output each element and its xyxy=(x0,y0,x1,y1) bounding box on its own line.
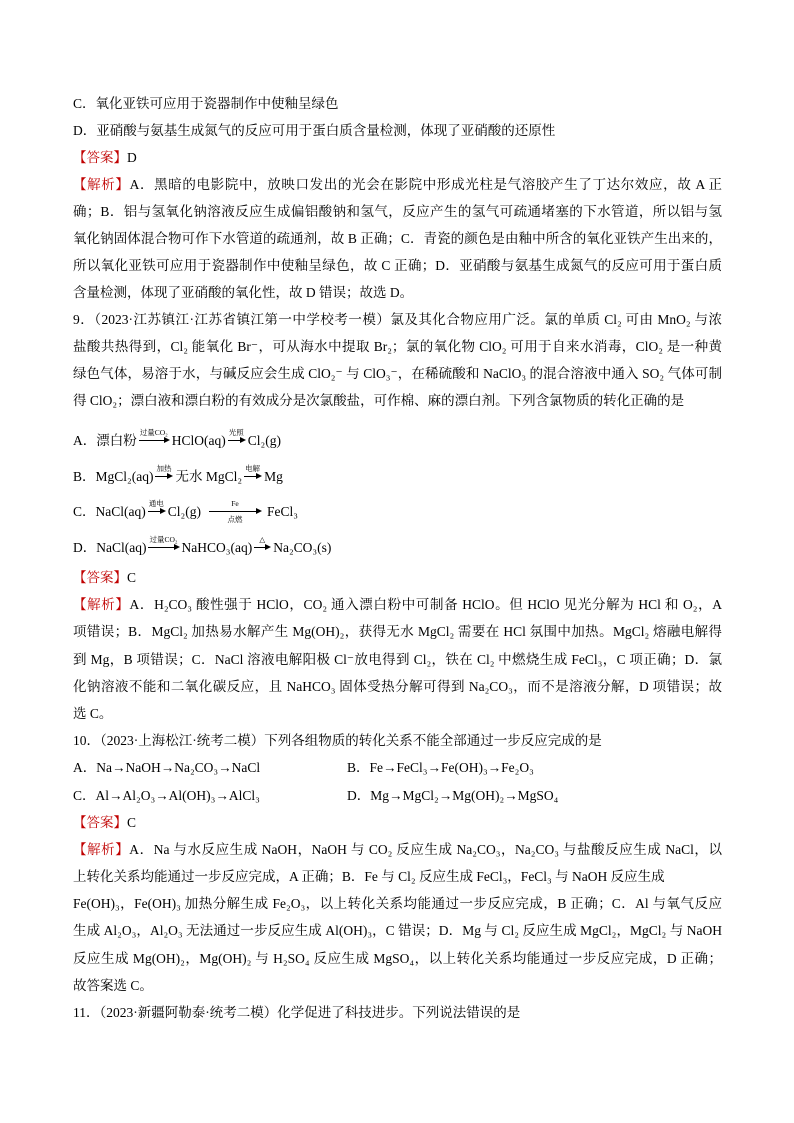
answer-tag: 【答案】 xyxy=(73,814,127,830)
analysis-text: A．Na 与水反应生成 NaOH，NaOH 与 CO₂ 反应生成 Na₂CO₃，Na₂CO₃ 与盐酸反应生成 NaCl，以 xyxy=(129,841,722,857)
reaction-arrow xyxy=(228,428,245,453)
reaction-condition-above: 电解 xyxy=(245,463,261,473)
option-label: D． xyxy=(73,539,97,555)
reaction-arrow xyxy=(209,499,261,524)
reaction-condition-below xyxy=(148,515,165,524)
arrow-icon xyxy=(139,440,164,441)
analysis-tag: 【解析】 xyxy=(73,597,130,613)
reaction-condition-below xyxy=(254,551,270,560)
analysis-line: 项错误；B．MgCl₂ 加热易水解产生 Mg(OH)₂，获得无水 MgCl₂ 需要在 HCl 氛围中加热。MgCl₂ 熔融电解得 xyxy=(73,624,722,640)
option-label: C． xyxy=(73,504,96,520)
option-d: D．Mg→MgCl₂→Mg(OH)₂→MgSO₄ xyxy=(347,787,559,803)
option-line: D．亚硝酸与氨基生成氮气的反应可用于蛋白质含量检测，体现了亚硝酸的还原性 xyxy=(73,123,556,138)
arrow-icon xyxy=(244,476,256,477)
answer-value: D xyxy=(127,150,137,165)
species-text: 漂白粉 xyxy=(96,433,137,449)
option-row-a xyxy=(73,422,722,458)
answer-value: C xyxy=(127,814,137,830)
analysis-line: 到 Mg，B 项错误；C．NaCl 溶液电解阳极 Cl⁻放电得到 Cl₂，铁在 Cl₂ 中燃烧生成 FeCl₃，C 项正确；D．氯 xyxy=(73,651,722,667)
analysis-line: 化钠溶液不能和二氧化碳反应，且 NaHCO₃ 固体受热分解可得到 Na₂CO₃，而不是溶液分解，D 项错误；故 xyxy=(73,678,722,694)
reaction-condition-above: 加热 xyxy=(156,463,172,473)
question-stem-line: 盐酸共热得到，Cl₂ 能氧化 Br⁻，可从海水中提取 Br₂；氯的氧化物 ClO₂ 可用于自来水消毒，ClO₂ 是一种黄 xyxy=(73,339,722,354)
reaction-condition-above: 过量CO₂ xyxy=(149,534,178,544)
option-b: B．Fe→FeCl₃→Fe(OH)₃→Fe₂O₃ xyxy=(347,760,534,776)
reaction-options xyxy=(73,422,722,564)
arrow-icon xyxy=(148,547,173,548)
species-text: 无水 MgCl₂ xyxy=(175,468,243,484)
analysis-line: Fe(OH)₃，Fe(OH)₃ 加热分解生成 Fe₂O₃，以上转化关系均能通过一步反应完成，B 正确；C．Al 与氧气反应 xyxy=(73,896,722,912)
answer-tag: 【答案】 xyxy=(73,570,127,585)
question-10 xyxy=(73,727,722,999)
species-text: NaHCO₃(aq) xyxy=(181,539,253,555)
analysis-line: 氧化钠固体混合物可作下水管道的疏通剂，故 B 正确；C．青瓷的颜色是由釉中所含的氧化亚铁产生出来的， xyxy=(73,231,722,246)
analysis-line: 选 C。 xyxy=(73,705,113,721)
species-text: MgCl₂(aq) xyxy=(95,468,154,484)
analysis-line xyxy=(73,591,722,618)
species-text: HClO(aq) xyxy=(171,433,226,449)
analysis-line: 上转化关系均能通过一步反应完成，A 正确；B．Fe 与 Cl₂ 反应生成 FeCl₃，FeCl₃ 与 NaOH 反应生成 xyxy=(73,869,665,885)
question-stem-line: 9．（2023·江苏镇江·江苏省镇江第一中学校考一模）氯及其化合物应用广泛。氯的单质 Cl₂ 可由 MnO₂ 与浓 xyxy=(73,312,722,327)
analysis-line: 故答案选 C。 xyxy=(73,977,153,993)
analysis-tag: 【解析】 xyxy=(73,841,130,857)
answer-value: C xyxy=(127,570,137,585)
reaction-arrow xyxy=(139,428,169,453)
arrow-icon xyxy=(155,476,167,477)
option-row-b xyxy=(73,458,722,494)
species-text: Mg xyxy=(264,468,283,484)
reaction-condition-above: △ xyxy=(259,534,266,544)
answer-line xyxy=(73,564,722,591)
arrow-icon xyxy=(228,440,240,441)
reaction-condition-below xyxy=(148,551,178,560)
reaction-condition-below xyxy=(244,480,261,489)
option-line: C．氧化亚铁可应用于瓷器制作中使釉呈绿色 xyxy=(73,96,339,111)
species-text: FeCl₃ xyxy=(266,504,298,520)
option-c: C．Al→Al₂O₃→Al(OH)₃→AlCl₃ xyxy=(73,787,260,803)
question-11 xyxy=(73,999,722,1026)
analysis-line: 所以氧化亚铁可应用于瓷器制作中使釉呈绿色，故 C 正确；D．亚硝酸与氨基生成氮气的反应可用于蛋白质 xyxy=(73,258,722,273)
analysis-tag: 【解析】 xyxy=(73,177,130,192)
option-row-c xyxy=(73,493,722,529)
analysis-line: 反应生成 Mg(OH)₂，Mg(OH)₂ 与 H₂SO₄ 反应生成 MgSO₄，以上转化关系均能通过一步反应完成，D 正确； xyxy=(73,950,722,966)
option-label: A． xyxy=(73,433,97,449)
species-text: NaCl(aq) xyxy=(95,504,146,520)
question-stem-line: 11．（2023·新疆阿勒泰·统考二模）化学促进了科技进步。下列说法错误的是 xyxy=(73,1005,521,1020)
page-content xyxy=(73,90,722,1026)
reaction-condition-above: 光照 xyxy=(228,428,244,438)
analysis-text: A．H₂CO₃ 酸性强于 HClO，CO₂ 通入漂白粉中可制备 HClO。但 HClO 见光分解为 HCl 和 O₂，A xyxy=(129,597,722,613)
species-text: Cl₂(g) xyxy=(247,433,281,449)
reaction-condition-above: Fe xyxy=(231,499,239,509)
analysis-line: 含量检测，体现了亚硝酸的氧化性，故 D 错误；故选 D。 xyxy=(73,285,414,300)
option-a: A．Na→NaOH→Na₂CO₃→NaCl xyxy=(73,760,261,776)
question-9-solution xyxy=(73,564,722,727)
analysis-line: 确；B．铝与氢氧化钠溶液反应生成偏铝酸钠和氢气，反应产生的氢气可疏通堵塞的下水管道，所以铝与氢 xyxy=(73,204,722,219)
question-stem-line: 得 ClO₂；漂白液和漂白粉的有效成分是次氯酸盐，可作棉、麻的漂白剂。下列含氯物质的转化正确的是 xyxy=(73,393,685,408)
option-row-d xyxy=(73,529,722,565)
option-label: B． xyxy=(73,468,96,484)
reaction-condition-below xyxy=(155,480,172,489)
reaction-arrow xyxy=(148,535,178,560)
reaction-condition-below xyxy=(139,444,169,453)
analysis-line xyxy=(73,171,722,198)
answer-line xyxy=(73,809,722,836)
question-9 xyxy=(73,306,722,564)
species-text: NaCl(aq) xyxy=(96,539,147,555)
arrow-icon xyxy=(209,511,256,512)
arrow-icon xyxy=(148,511,160,512)
reaction-arrow xyxy=(148,499,165,524)
reaction-condition-above: 通电 xyxy=(148,499,164,509)
reaction-condition-above: 过量CO₂ xyxy=(139,428,168,438)
reaction-arrow xyxy=(254,535,270,560)
reaction-condition-below xyxy=(228,444,245,453)
option-grid xyxy=(73,754,722,808)
species-text: Na₂CO₃(s) xyxy=(273,539,332,555)
reaction-arrow xyxy=(155,464,172,489)
answer-tag: 【答案】 xyxy=(73,150,127,165)
species-text: Cl₂(g) xyxy=(167,504,201,520)
arrow-icon xyxy=(254,547,265,548)
reaction-arrow xyxy=(244,464,261,489)
reaction-condition-below: 点燃 xyxy=(227,515,243,525)
question-stem-line: 绿色气体，易溶于水，与碱反应会生成 ClO₂⁻ 与 ClO₃⁻，在稀硫酸和 NaClO₃ 的混合溶液中通入 SO₂ 气体可制 xyxy=(73,366,722,381)
question-stem-line: 10．（2023·上海松江·统考二模）下列各组物质的转化关系不能全部通过一步反应完成的是 xyxy=(73,733,602,749)
analysis-line: 生成 Al₂O₃，Al₂O₃ 无法通过一步反应生成 Al(OH)₃，C 错误；D．Mg 与 Cl₂ 反应生成 MgCl₂，MgCl₂ 与 NaOH xyxy=(73,923,722,939)
analysis-line xyxy=(73,836,722,863)
answer-line xyxy=(73,144,722,171)
analysis-text: A．黑暗的电影院中，放映口发出的光会在影院中形成光柱是气溶胶产生了丁达尔效应，故 A 正 xyxy=(129,177,723,192)
question-8 xyxy=(73,90,722,306)
lower-section xyxy=(73,564,722,1026)
